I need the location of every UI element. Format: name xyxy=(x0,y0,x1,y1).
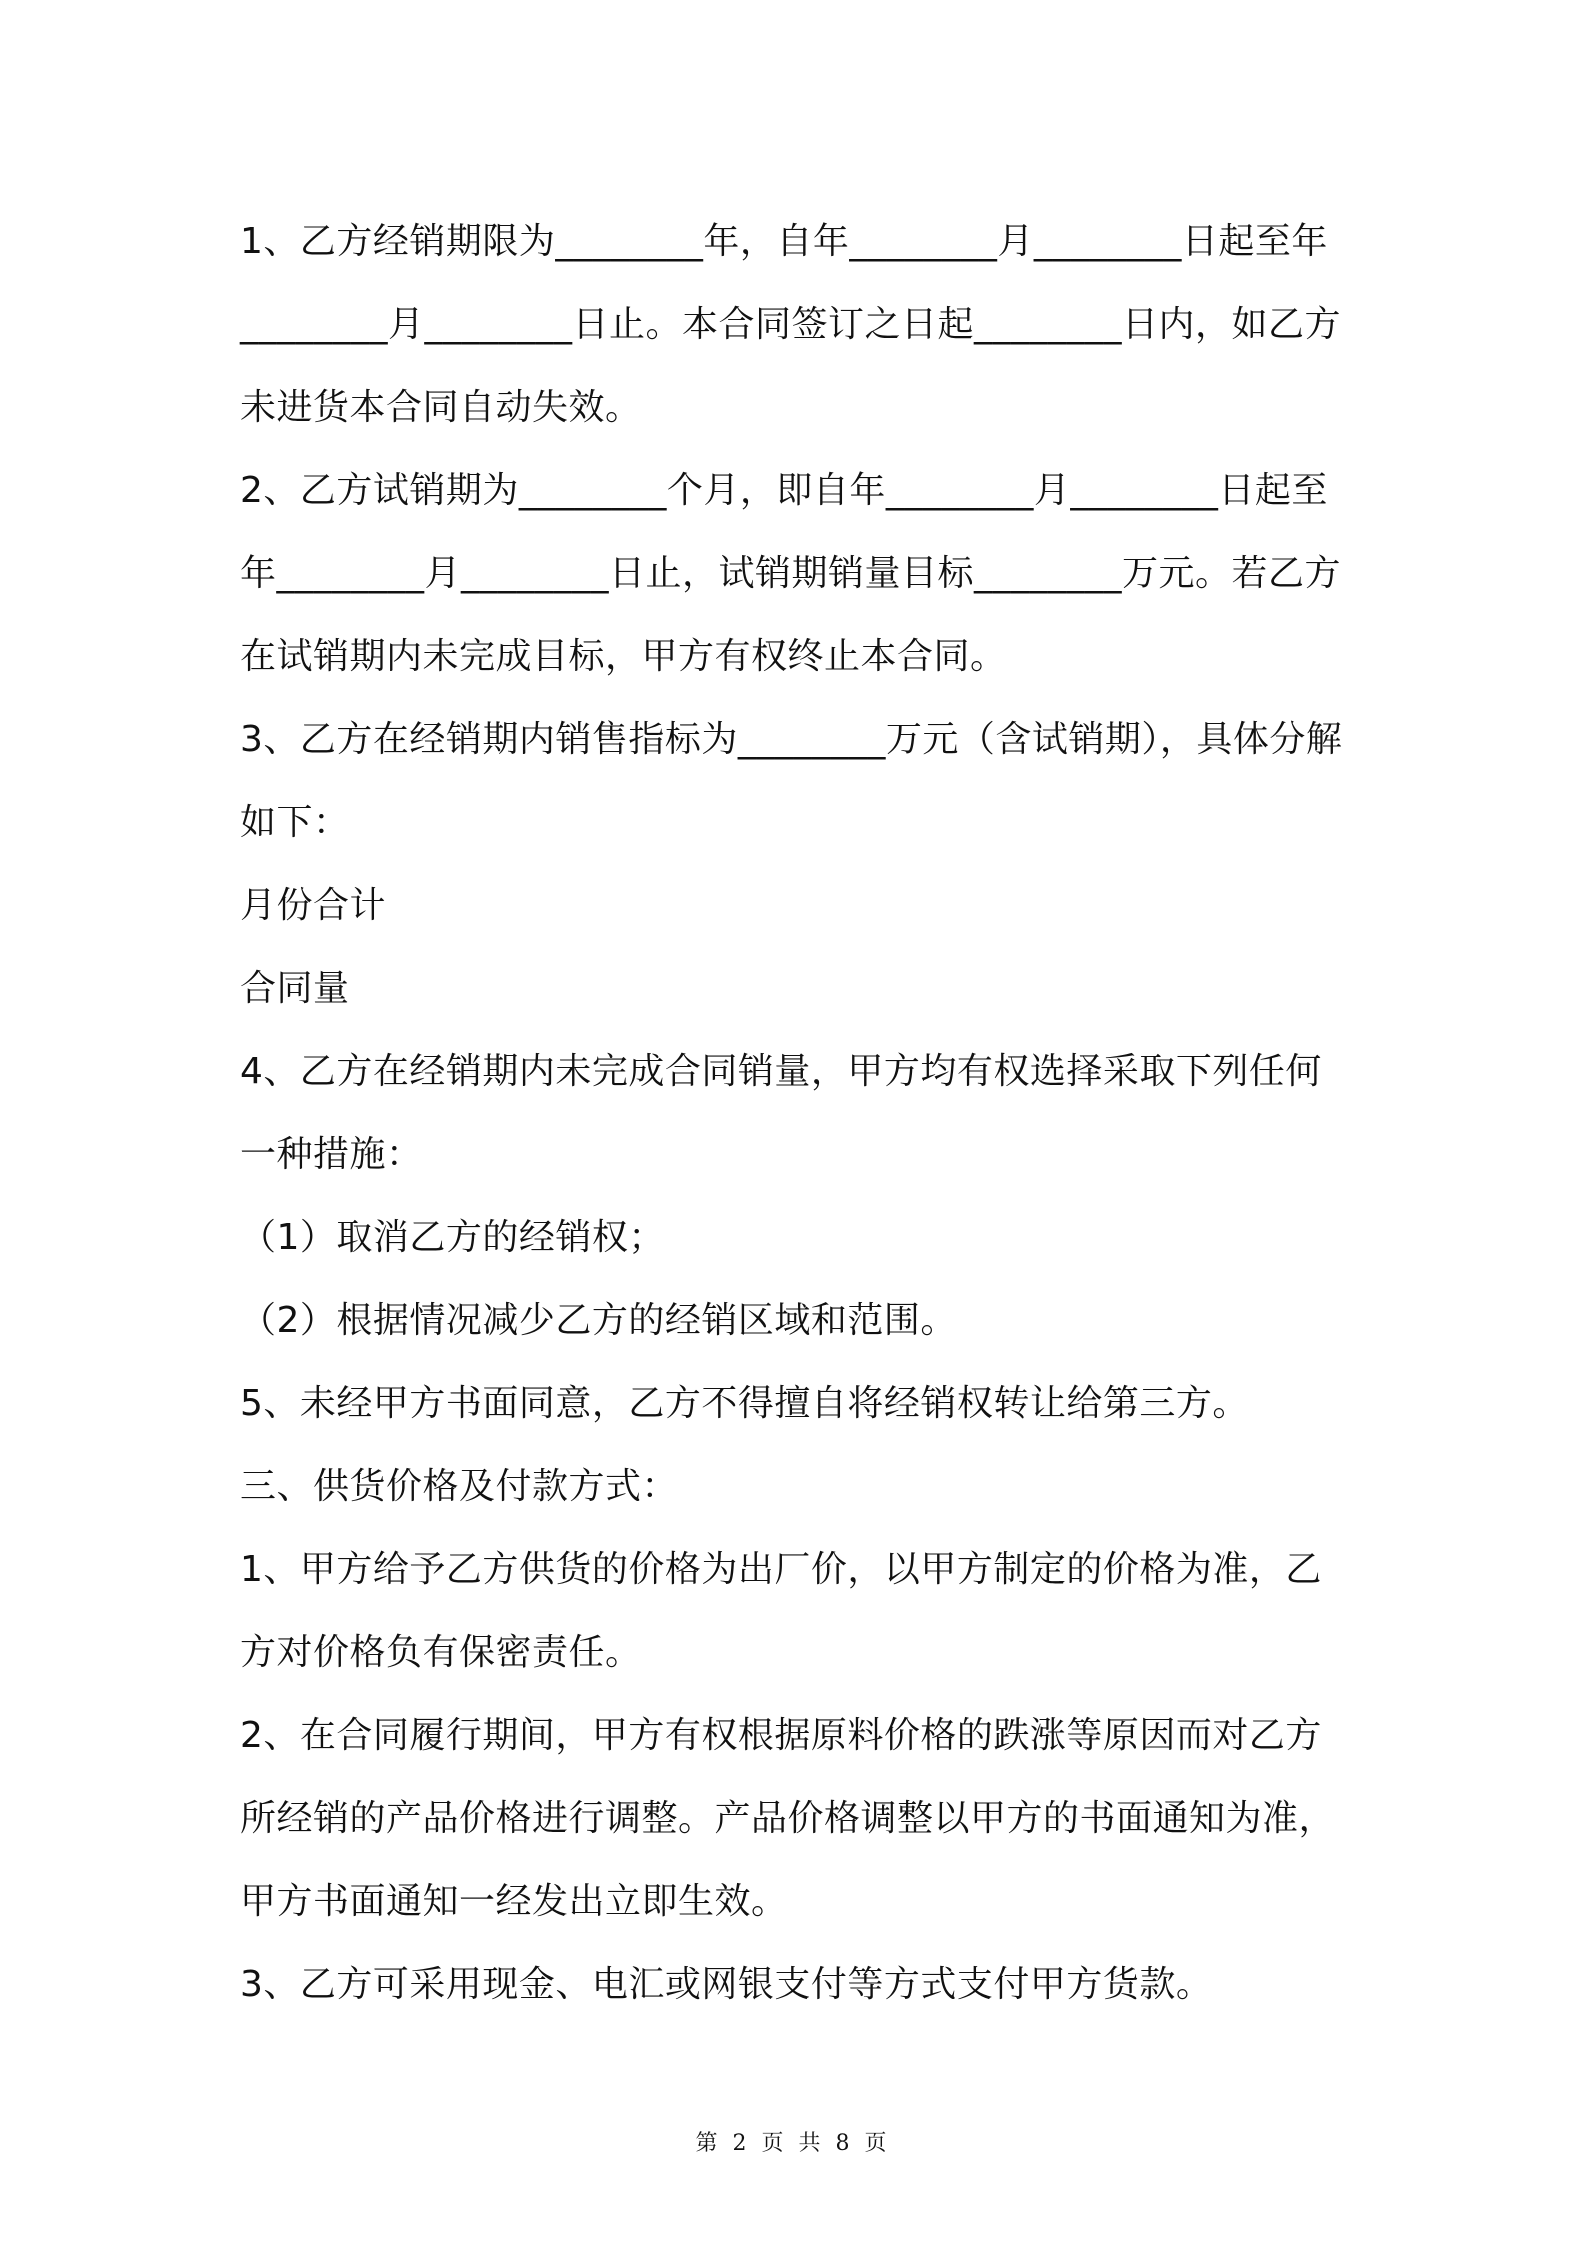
text-line: 方对价格负有保密责任。 xyxy=(240,1632,642,1673)
text-line: 合同量 xyxy=(240,968,350,1009)
text-line: 4、乙方在经销期内未完成合同销量，甲方均有权选择采取下列任何 xyxy=(240,1051,1322,1092)
text-line: （2）根据情况减少乙方的经销区域和范围。 xyxy=(240,1300,957,1341)
section-heading: 三、供货价格及付款方式： xyxy=(240,1466,679,1507)
text-line: 1、乙方经销期限为________年，自年________月________日起至年 xyxy=(240,221,1328,262)
text-line: 月份合计 xyxy=(240,885,387,926)
text-line: ________月________日止。本合同签订之日起________日内，如乙方 xyxy=(240,304,1342,345)
text-line: 2、在合同履行期间，甲方有权根据原料价格的跌涨等原因而对乙方 xyxy=(240,1715,1322,1756)
text-line: （1）取消乙方的经销权； xyxy=(240,1217,665,1258)
text-line: 1、甲方给予乙方供货的价格为出厂价，以甲方制定的价格为准，乙 xyxy=(240,1549,1322,1590)
text-line: 2、乙方试销期为________个月，即自年________月________日起至 xyxy=(240,470,1328,511)
text-line: 一种措施： xyxy=(240,1134,423,1175)
text-line: 如下： xyxy=(240,802,350,843)
text-line: 3、乙方在经销期内销售指标为________万元（含试销期），具体分解 xyxy=(240,719,1343,760)
text-line: 3、乙方可采用现金、电汇或网银支付等方式支付甲方货款。 xyxy=(240,1964,1213,2005)
document-body xyxy=(240,200,1360,2026)
text-line: 甲方书面通知一经发出立即生效。 xyxy=(240,1881,788,1922)
text-line: 未进货本合同自动失效。 xyxy=(240,387,642,428)
text-line: 5、未经甲方书面同意，乙方不得擅自将经销权转让给第三方。 xyxy=(240,1383,1249,1424)
text-line: 年________月________日止，试销期销量目标________万元。若乙方 xyxy=(240,553,1342,594)
text-line: 在试销期内未完成目标，甲方有权终止本合同。 xyxy=(240,636,1007,677)
page-number-footer: 第 2 页 共 8 页 xyxy=(695,2131,891,2156)
text-line: 所经销的产品价格进行调整。产品价格调整以甲方的书面通知为准， xyxy=(240,1798,1336,1839)
